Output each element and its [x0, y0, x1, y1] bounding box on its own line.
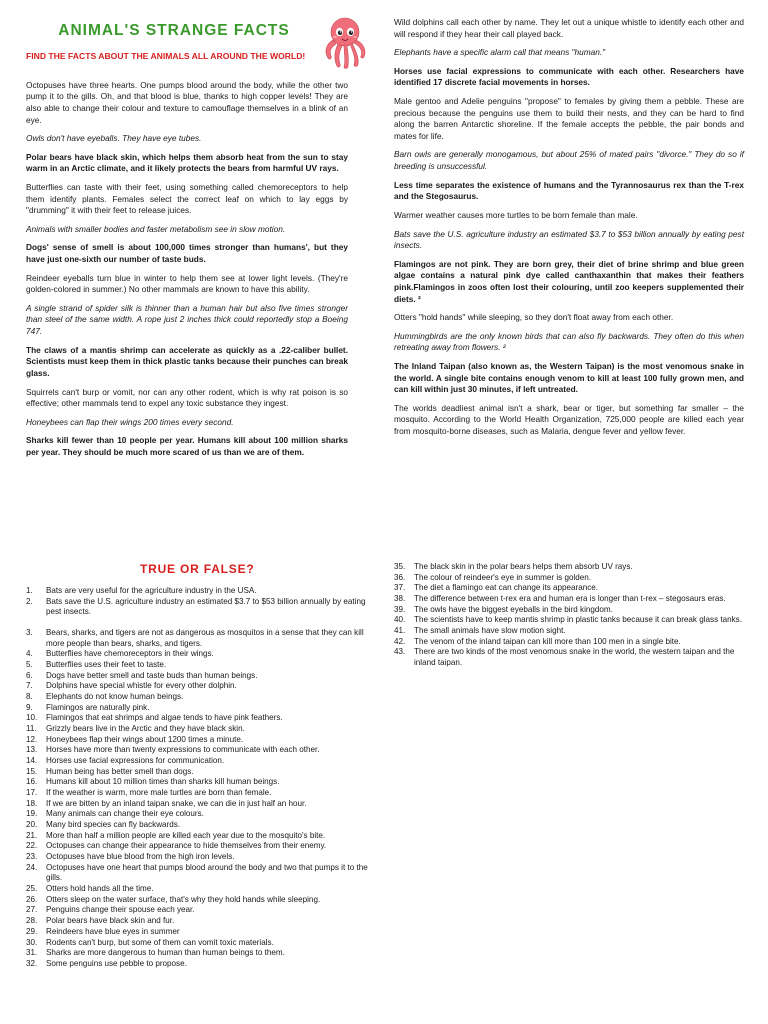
quiz-item-number: 39.	[394, 604, 406, 614]
quiz-item	[26, 916, 376, 927]
quiz-item-text: Elephants do not know human beings.	[46, 692, 184, 702]
quiz-item	[26, 671, 376, 682]
quiz-item-text: If the weather is warm, more male turtles are born than female.	[46, 788, 272, 798]
quiz-item-number: 31.	[26, 948, 38, 958]
quiz-item	[26, 692, 376, 703]
quiz-item	[26, 735, 376, 746]
quiz-item-number: 11.	[26, 724, 37, 734]
quiz-item	[26, 703, 376, 714]
quiz-item	[26, 841, 376, 852]
quiz-item-text: Many animals can change their eye colours.	[46, 809, 204, 819]
fact-paragraph: Butterflies can taste with their feet, using something called chemoreceptors to help them identify plants. Females select the correct leaf on which to lay eggs by "drumming" it with their feet to release juices.	[26, 181, 348, 216]
quiz-item-number: 32.	[26, 958, 38, 968]
quiz-item-text: Dogs have better smell and taste buds than human beings.	[46, 670, 258, 680]
quiz-item	[26, 713, 376, 724]
quiz-item-number: 5.	[26, 660, 33, 670]
quiz-item-text: The colour of reindeer's eye in summer is golden.	[414, 572, 591, 582]
quiz-item	[26, 745, 376, 756]
quiz-item-text: The owls have the biggest eyeballs in the bird kingdom.	[414, 604, 613, 614]
quiz-item-text: There are two kinds of the most venomous snake in the world, the western taipan and the inland taipan.	[414, 647, 735, 668]
quiz-item-text: Penguins change their spouse each year.	[46, 905, 195, 915]
quiz-item-number: 1.	[26, 586, 33, 595]
quiz-item-number: 29.	[26, 926, 38, 936]
quiz-item	[394, 615, 744, 626]
quiz-item	[394, 594, 744, 605]
quiz-item-text: Horses use facial expressions for communication.	[46, 756, 225, 766]
quiz-item-text: If we are bitten by an inland taipan snake, we can die in just half an hour.	[46, 798, 307, 808]
quiz-item-text: Flamingos are naturally pink.	[46, 702, 150, 712]
quiz-item-text: Horses have more than twenty expressions to communicate with each other.	[46, 745, 320, 755]
quiz-item-text: Octopuses have one heart that pumps blood around the body and two that pumps it to the gills.	[46, 862, 368, 883]
quiz-item	[394, 583, 744, 594]
quiz-item-text: The black skin in the polar bears helps them absorb UV rays.	[414, 562, 633, 571]
quiz-item-text: The difference between t-rex era and human era is longer than t-rex – stegosaurs eras.	[414, 594, 726, 604]
quiz-item	[26, 948, 376, 959]
quiz-item	[26, 724, 376, 735]
quiz-item-text: Bears, sharks, and tigers are not as dangerous as mosquitos in a sense that they can kill more people than bears, sharks, and tigers.	[46, 628, 364, 648]
quiz-item-text: The venom of the inland taipan can kill more than 100 men in a single bite.	[414, 636, 681, 646]
quiz-item	[26, 938, 376, 949]
quiz-item-number: 35.	[394, 562, 406, 571]
fact-paragraph: Wild dolphins call each other by name. They let out a unique whistle to identify each other and will respond if they hear their call played back.	[394, 17, 744, 39]
fact-paragraph: Warmer weather causes more turtles to be born female than male.	[394, 209, 638, 220]
fact-paragraph: Sharks kill fewer than 10 people per year. Humans kill about 100 million sharks per year. They should be much more scared of us than we are of them.	[26, 435, 348, 457]
quiz-item	[26, 895, 376, 906]
quiz-item	[26, 767, 376, 778]
quiz-item-text: The diet a flamingo eat can change its appearance.	[414, 583, 599, 593]
quiz-item-number: 24.	[26, 862, 38, 872]
quiz-item-number: 9.	[26, 702, 33, 712]
quiz-item-text: Reindeers have blue eyes in summer	[46, 926, 180, 936]
quiz-item-text: Rodents can't burp, but some of them can vomit toxic materials.	[46, 937, 274, 947]
quiz-item-text: Bats save the U.S. agriculture industry an estimated $3.7 to $53 billion annually by eating pest insects.	[46, 596, 366, 617]
quiz-item	[394, 626, 744, 637]
fact-paragraph: Honeybees can flap their wings 200 times every second.	[26, 416, 234, 427]
quiz-item-number: 6.	[26, 670, 33, 680]
quiz-item-number: 14.	[26, 756, 38, 766]
fact-paragraph: Barn owls are generally monogamous, but about 25% of mated pairs "divorce." They do so if breeding is unsuccessful.	[394, 149, 744, 172]
quiz-item	[394, 605, 744, 616]
quiz-item	[26, 905, 376, 916]
quiz-item-text: Butterflies uses their feet to taste.	[46, 660, 167, 670]
quiz-list-right	[394, 562, 744, 669]
fact-paragraph: Squirrels can't burp or vomit, nor can any other rodent, which is why rat poison is so effective; other mammals tend to expel any toxic substance they ingest.	[26, 386, 348, 409]
quiz-item	[26, 809, 376, 820]
quiz-item	[26, 884, 376, 895]
quiz-item-number: 37.	[394, 583, 406, 593]
quiz-item	[394, 573, 744, 584]
fact-paragraph: Hummingbirds are the only known birds that can also fly backwards. They often do this when retreating away from flowers. ²	[394, 330, 744, 353]
quiz-item-text: More than half a million people are killed each year due to the mosquito's bite.	[46, 830, 326, 840]
quiz-item-text: Grizzly bears live in the Arctic and they have black skin.	[46, 724, 245, 734]
fact-paragraph: Reindeer eyeballs turn blue in winter to help them see at lower light levels. (They're golden-colored in summer.) No other mammals are known to have this ability.	[26, 272, 348, 295]
quiz-item-text: Octopuses have blue blood from the high iron levels.	[46, 852, 235, 862]
quiz-item	[26, 852, 376, 863]
quiz-item	[394, 562, 744, 573]
quiz-item-number: 15.	[26, 766, 38, 776]
fact-paragraph: Dogs' sense of smell is about 100,000 times stronger than humans', but they have just one-sixth our number of taste buds.	[26, 242, 348, 265]
quiz-item	[26, 959, 376, 970]
quiz-item-number: 20.	[26, 820, 38, 830]
fact-paragraph: Flamingos are not pink. They are born grey, their diet of brine shrimp and blue green algae contains a natural pink dye called canthaxanthin that makes their feathers pink.Flamingos in zoos often lost their colouring, until zoo keepers supplemented their diets. ²	[394, 258, 744, 304]
quiz-item-number: 2.	[26, 596, 33, 606]
facts-list-left	[26, 80, 348, 459]
fact-paragraph: Otters "hold hands" while sleeping, so they don't float away from each other.	[394, 312, 674, 323]
fact-paragraph: Less time separates the existence of humans and the Tyrannosaurus rex than the T-rex and the Stegosaurus.	[394, 179, 744, 202]
octopus-icon	[320, 14, 370, 70]
quiz-item	[26, 681, 376, 692]
quiz-item	[394, 647, 744, 668]
quiz-item-number: 27.	[26, 905, 38, 915]
fact-paragraph: The Inland Taipan (also known as, the Western Taipan) is the most venomous snake in the world. A single bite contains enough venom to kill at least 100 fully grown men, and can kill within just 30 minutes, if left untreated.	[394, 361, 744, 395]
quiz-item	[26, 777, 376, 788]
quiz-item-text: Humans kill about 10 million times than sharks kill human beings.	[46, 777, 280, 787]
quiz-item-text: Octopuses can change their appearance to hide themselves from their enemy.	[46, 841, 327, 851]
fact-paragraph: Elephants have a specific alarm call that means "human."	[394, 47, 606, 58]
quiz-item-text: The scientists have to keep mantis shrimp in plastic tanks because it can break glass tanks.	[414, 615, 742, 625]
quiz-item-number: 40.	[394, 615, 406, 625]
quiz-item-number: 10.	[26, 713, 38, 723]
quiz-item-text: The small animals have slow motion sight.	[414, 626, 566, 636]
fact-paragraph: Male gentoo and Adelie penguins "propose" to females by giving them a pebble. These are precious because the penguins use them to build their nests, and they can be hard to find along the barren Antarctic shoreline. If the female accepts the pebble, the pair bonds and mates for life.	[394, 96, 744, 141]
quiz-item-number: 3.	[26, 628, 33, 638]
fact-paragraph: Horses use facial expressions to communicate with each other. Researchers have identified 17 discrete facial movements in horses.	[394, 65, 744, 88]
quiz-item-number: 12.	[26, 734, 38, 744]
quiz-item-text: Many bird species can fly backwards.	[46, 820, 181, 830]
fact-paragraph: Octopuses have three hearts. One pumps blood around the body, while the other two pump it to the gills. Oh, and that blood is blue, thanks to high copper levels! They are also able to change their colour and texture to camouflage themselves in a blink of an eye.	[26, 79, 348, 125]
quiz-item	[26, 649, 376, 660]
quiz-item-text: Polar bears have black skin and fur.	[46, 916, 175, 926]
quiz-item-number: 16.	[26, 777, 38, 787]
fact-paragraph: The claws of a mantis shrimp can accelerate as quickly as a .22-caliber bullet. Scientists must keep them in thick plastic tanks because their punches can break glass.	[26, 344, 348, 378]
quiz-title: TRUE OR FALSE?	[140, 562, 255, 576]
fact-paragraph: Animals with smaller bodies and faster metabolism see in slow motion.	[26, 223, 286, 234]
fact-paragraph: Owls don't have eyeballs. They have eye tubes.	[26, 133, 202, 144]
quiz-item-text: Flamingos that eat shrimps and algae tends to have pink feathers.	[46, 713, 283, 723]
quiz-item-number: 4.	[26, 649, 33, 659]
quiz-item-text: Butterflies have chemoreceptors in their wings.	[46, 649, 214, 659]
page-subtitle: FIND THE FACTS ABOUT THE ANIMALS ALL AROUND THE WORLD!	[26, 50, 306, 61]
quiz-item	[26, 831, 376, 842]
quiz-item	[26, 927, 376, 938]
quiz-item-number: 28.	[26, 916, 38, 926]
quiz-item-text: Otters sleep on the water surface, that's why they hold hands while sleeping.	[46, 894, 321, 904]
quiz-item-number: 17.	[26, 788, 38, 798]
quiz-item-number: 13.	[26, 745, 38, 755]
quiz-item	[26, 820, 376, 831]
quiz-item-number: 18.	[26, 798, 38, 808]
quiz-item-text: Bats are very useful for the agriculture industry in the USA.	[46, 586, 257, 595]
quiz-item	[26, 863, 376, 884]
quiz-item-number: 22.	[26, 841, 38, 851]
fact-paragraph: Bats save the U.S. agriculture industry an estimated $3.7 to $53 billion annually by eating pest insects.	[394, 228, 744, 251]
quiz-item-number: 36.	[394, 572, 406, 582]
quiz-item-number: 38.	[394, 594, 406, 604]
quiz-item-number: 30.	[26, 937, 38, 947]
fact-paragraph: Polar bears have black skin, which helps them absorb heat from the sun to stay warm in an Arctic climate, and it likely protects the bears from harmful UV rays.	[26, 151, 348, 174]
quiz-item-number: 19.	[26, 809, 38, 819]
quiz-item	[26, 799, 376, 810]
quiz-item-number: 42.	[394, 636, 406, 646]
quiz-item-number: 8.	[26, 692, 33, 702]
facts-column-right	[394, 17, 744, 445]
fact-paragraph: A single strand of spider silk is thinner than a human hair but also five times stronger than steel of the same width. A rope just 2 inches thick could reportedly stop a Boeing 747.	[26, 302, 348, 337]
page-title: ANIMAL'S STRANGE FACTS	[58, 22, 290, 39]
quiz-item-text: Sharks are more dangerous to human than human beings to them.	[46, 948, 285, 958]
quiz-item-number: 21.	[26, 830, 38, 840]
quiz-item	[26, 756, 376, 767]
quiz-item	[26, 586, 376, 597]
quiz-item-number: 25.	[26, 884, 38, 894]
quiz-item	[26, 788, 376, 799]
quiz-list-left	[26, 586, 376, 970]
quiz-item	[394, 637, 744, 648]
quiz-item-number: 7.	[26, 681, 33, 691]
quiz-item-text: Some penguins use pebble to propose.	[46, 958, 187, 968]
fact-paragraph: The worlds deadliest animal isn't a shark, bear or tiger, but something far smaller – the mosquito. According to the World Health Organization, 725,000 people are killed each year from mosquito-borne diseases, such as Malaria, dengue fever and yellow fever.	[394, 402, 744, 437]
quiz-item	[26, 597, 376, 618]
quiz-item	[26, 628, 376, 649]
quiz-item	[26, 660, 376, 671]
quiz-item-text: Otters hold hands all the time.	[46, 884, 154, 894]
quiz-item-number: 23.	[26, 852, 38, 862]
facts-column-left	[26, 14, 348, 466]
quiz-item-number: 43.	[394, 647, 406, 657]
quiz-item-text: Human being has better smell than dogs.	[46, 766, 194, 776]
quiz-item-text: Honeybees flap their wings about 1200 times a minute.	[46, 734, 244, 744]
quiz-item-number: 26.	[26, 894, 38, 904]
quiz-item-number: 41.	[394, 626, 406, 636]
quiz-item-text: Dolphins have special whistle for every other dolphin.	[46, 681, 237, 691]
